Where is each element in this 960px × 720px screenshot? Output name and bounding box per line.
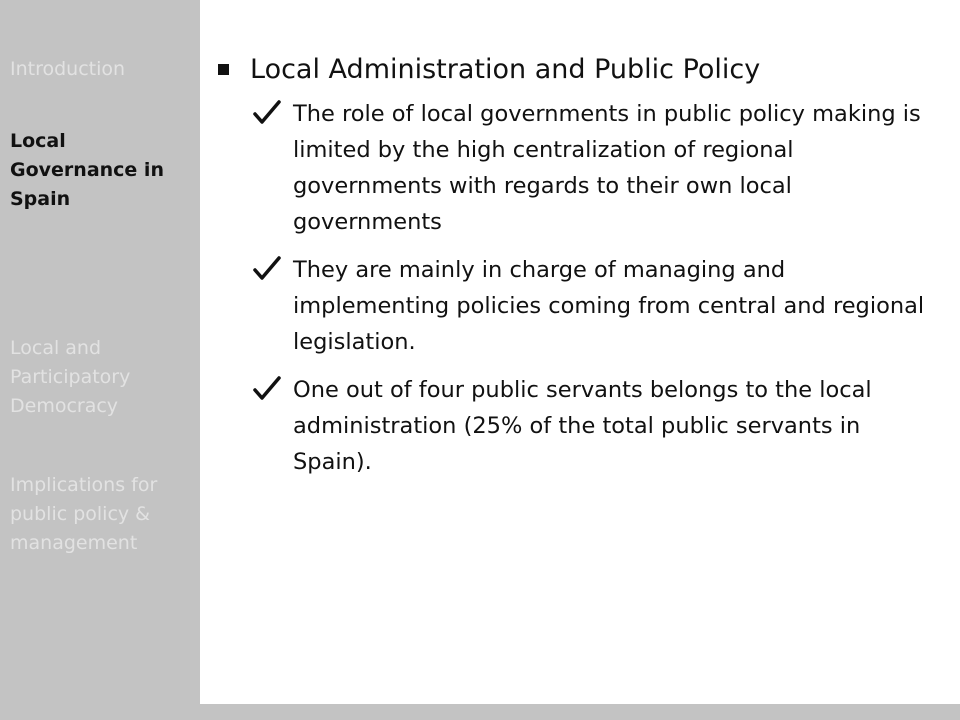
square-bullet-icon [218, 64, 229, 75]
bottom-strip [200, 704, 960, 720]
checkmark-icon [252, 375, 282, 403]
bullet-point-text: The role of local governments in public policy making is limited by the high centralization of regional governments with regards to their own local governments [293, 101, 921, 235]
bullet-point-text: They are mainly in charge of managing and implementing policies coming from central and regional legislation. [293, 257, 925, 355]
slide-content [210, 50, 940, 480]
bullet-point [210, 252, 940, 360]
bullet-point [210, 96, 940, 240]
sidebar-item-introduction[interactable]: Introduction [10, 58, 126, 80]
sidebar-item-implications[interactable]: Implications for public policy & management [10, 474, 158, 554]
bullet-point-text: One out of four public servants belongs to the local administration (25% of the total public servants in Spain). [293, 377, 872, 475]
sidebar-item-participatory-democracy[interactable]: Local and Participatory Democracy [10, 337, 131, 417]
slide-heading [210, 50, 940, 90]
sidebar-item-local-governance[interactable]: Local Governance in Spain [10, 130, 164, 210]
checkmark-icon [252, 99, 282, 127]
bullet-point [210, 372, 940, 480]
slide-heading-text: Local Administration and Public Policy [250, 54, 761, 85]
checkmark-icon [252, 255, 282, 283]
sidebar [0, 0, 200, 720]
